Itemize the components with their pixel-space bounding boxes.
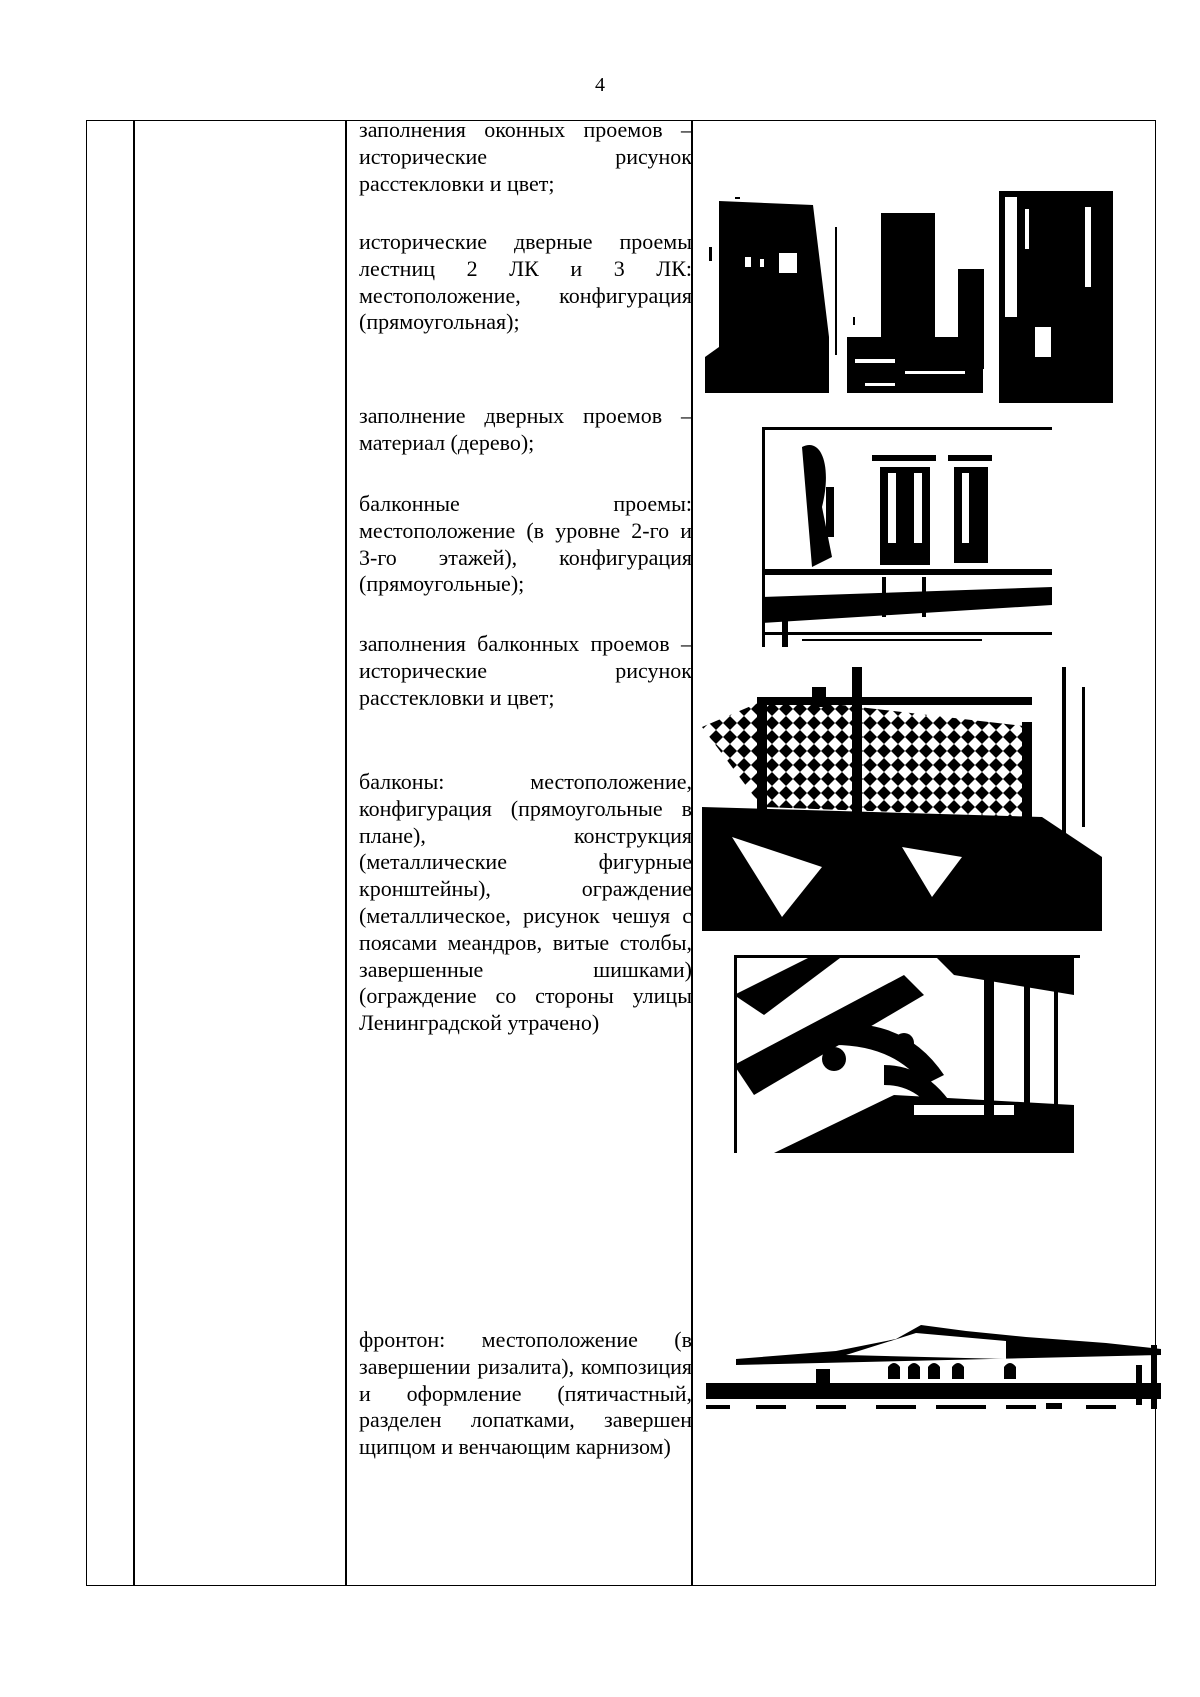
- paragraph-door-fillings: заполнение дверных проемов – материал (дерево);: [359, 403, 692, 455]
- paragraph-window-fillings: заполнения оконных проемов – исторические рисунок расстекловки и цвет;: [359, 117, 692, 196]
- photo-pediment: [706, 1315, 1161, 1415]
- photo-balcony-bracket: [734, 955, 1080, 1153]
- paragraph-balcony-fillings: заполнения балконных проемов – исторические рисунок расстекловки и цвет;: [359, 631, 692, 710]
- column-divider: [133, 121, 135, 1585]
- photo-balcony-railing: [702, 667, 1102, 931]
- paragraph-pediment: фронтон: местоположение (в завершении ризалита), композиция и оформление (пятичастный, разделен лопатками, завершен щипцом и венчающим карнизом): [359, 1327, 692, 1460]
- paragraph-balcony-openings: балконные проемы: местоположение (в уровне 2-го и 3-го этажей), конфигурация (прямоугольные);: [359, 491, 692, 597]
- paragraph-stair-doorways: исторические дверные проемы лестниц 2 ЛК и 3 ЛК: местоположение, конфигурация (прямоугольная);: [359, 229, 692, 335]
- paragraph-balconies: балконы: местоположение, конфигурация (прямоугольные в плане), конструкция (металлические фигурные кронштейны), ограждение (металлическое, рисунок чешуя с поясами меандров, витые столбы, завершенные шишками) (ограждение со стороны улицы Ленинградской утрачено): [359, 769, 692, 1036]
- heritage-table: [86, 117, 1156, 1586]
- page-number: 4: [595, 74, 605, 96]
- column-divider: [345, 121, 347, 1585]
- photo-balcony-doorways: [762, 427, 1052, 647]
- photo-doorways: [705, 187, 1115, 403]
- photo-column: [694, 121, 1155, 1585]
